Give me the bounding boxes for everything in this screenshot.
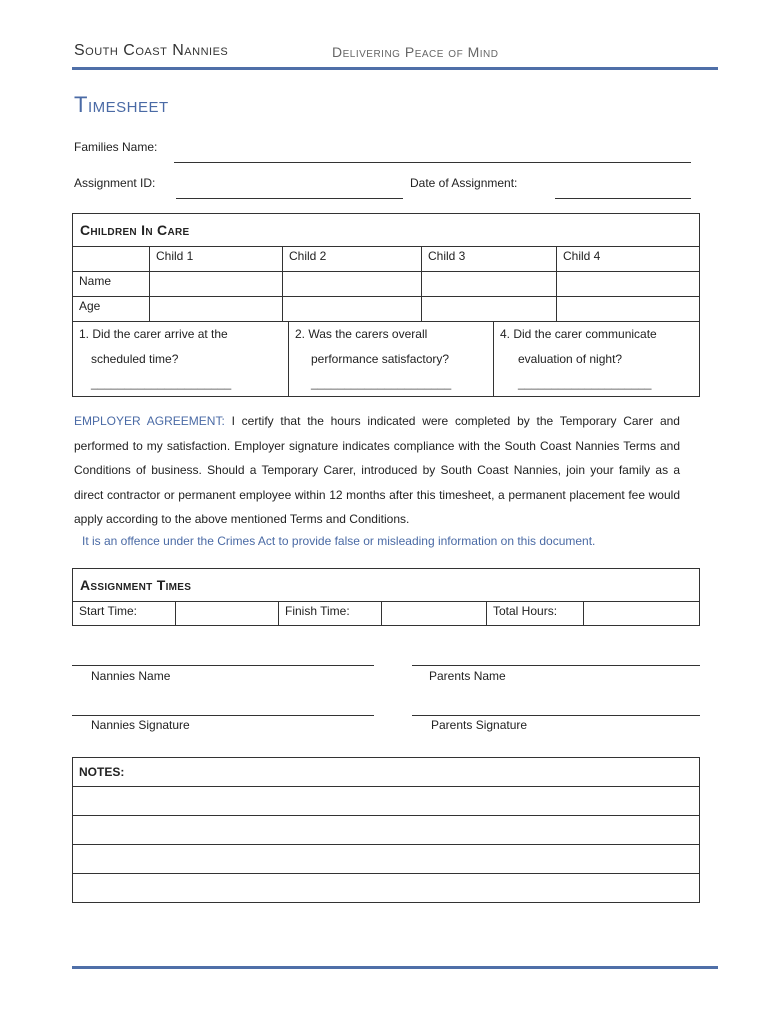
child-2-header: Child 2	[283, 247, 422, 272]
carer-questions-table	[72, 321, 700, 397]
children-in-care-heading: Children In Care	[80, 222, 190, 238]
child-4-header: Child 4	[557, 247, 700, 272]
parents-signature-label: Parents Signature	[431, 718, 528, 732]
total-hours-label: Total Hours:	[487, 602, 584, 626]
parents-signature-line[interactable]	[412, 715, 700, 716]
corner-cell	[73, 247, 150, 272]
question-evaluation-line2: evaluation of night?	[518, 351, 623, 366]
children-in-care-table	[72, 213, 700, 322]
question-performance-answer[interactable]: _____________________	[311, 376, 452, 390]
question-evaluation	[494, 322, 700, 397]
company-name: South Coast Nannies	[74, 42, 229, 59]
nannies-name-label: Nannies Name	[91, 669, 171, 683]
child-3-age-cell[interactable]	[422, 297, 557, 322]
families-name-field[interactable]	[174, 162, 691, 163]
child-1-name-cell[interactable]	[150, 272, 283, 297]
assignment-times-heading: Assignment Times	[80, 577, 192, 593]
nannies-signature-label: Nannies Signature	[91, 718, 190, 732]
question-performance	[289, 322, 494, 397]
nannies-signature-line[interactable]	[72, 715, 374, 716]
header-rule	[72, 67, 718, 70]
parents-name-line[interactable]	[412, 665, 700, 666]
question-arrival-answer[interactable]: _____________________	[91, 376, 232, 390]
total-hours-field[interactable]	[584, 602, 700, 626]
date-of-assignment-field[interactable]	[555, 198, 691, 199]
assignment-id-label: Assignment ID:	[74, 176, 156, 190]
child-2-age-cell[interactable]	[283, 297, 422, 322]
agreement-lead: EMPLOYER AGREEMENT:	[74, 414, 225, 428]
footer-rule	[72, 966, 718, 969]
agreement-text: I certify that the hours indicated were completed by the Temporary Carer and performed to my satisfaction. Employer signature indicates compliance with the South Coast Nannies Terms and Conditions of business. Should a Temporary Carer, introduced by South Coast Nannies, join your family as a direct contractor or permanent employee within 12 months after this timesheet, a permanent placement fee would apply according to the above mentioned Terms and Conditions.	[74, 414, 680, 526]
employer-agreement	[74, 409, 680, 532]
question-evaluation-line1: 4. Did the carer communicate	[500, 327, 657, 341]
notes-line[interactable]	[73, 787, 700, 816]
finish-time-field[interactable]	[382, 602, 487, 626]
child-4-name-cell[interactable]	[557, 272, 700, 297]
company-tagline: Delivering Peace of Mind	[332, 44, 499, 60]
notes-line[interactable]	[73, 816, 700, 845]
child-4-age-cell[interactable]	[557, 297, 700, 322]
crimes-act-warning: It is an offence under the Crimes Act to provide false or misleading information on this document.	[82, 534, 596, 548]
name-row-label: Name	[73, 272, 150, 297]
date-of-assignment-label: Date of Assignment:	[410, 176, 518, 190]
nannies-name-line[interactable]	[72, 665, 374, 666]
question-arrival-line2: scheduled time?	[91, 351, 179, 366]
parents-name-label: Parents Name	[429, 669, 506, 683]
child-1-age-cell[interactable]	[150, 297, 283, 322]
question-performance-line1: 2. Was the carers overall	[295, 327, 428, 341]
notes-line[interactable]	[73, 874, 700, 903]
child-3-name-cell[interactable]	[422, 272, 557, 297]
question-performance-line2: performance satisfactory?	[311, 351, 450, 366]
question-arrival	[73, 322, 289, 397]
child-1-header: Child 1	[150, 247, 283, 272]
page-title: Timesheet	[74, 92, 169, 117]
assignment-id-field[interactable]	[176, 198, 403, 199]
notes-line[interactable]	[73, 845, 700, 874]
question-evaluation-answer[interactable]: ____________________	[518, 376, 652, 390]
start-time-label: Start Time:	[73, 602, 176, 626]
assignment-times-table	[72, 568, 700, 626]
question-arrival-line1: 1. Did the carer arrive at the	[79, 327, 228, 341]
finish-time-label: Finish Time:	[279, 602, 382, 626]
notes-heading: NOTES:	[73, 758, 700, 787]
child-2-name-cell[interactable]	[283, 272, 422, 297]
age-row-label: Age	[73, 297, 150, 322]
start-time-field[interactable]	[176, 602, 279, 626]
child-3-header: Child 3	[422, 247, 557, 272]
notes-table	[72, 757, 700, 903]
families-name-label: Families Name:	[74, 140, 158, 154]
